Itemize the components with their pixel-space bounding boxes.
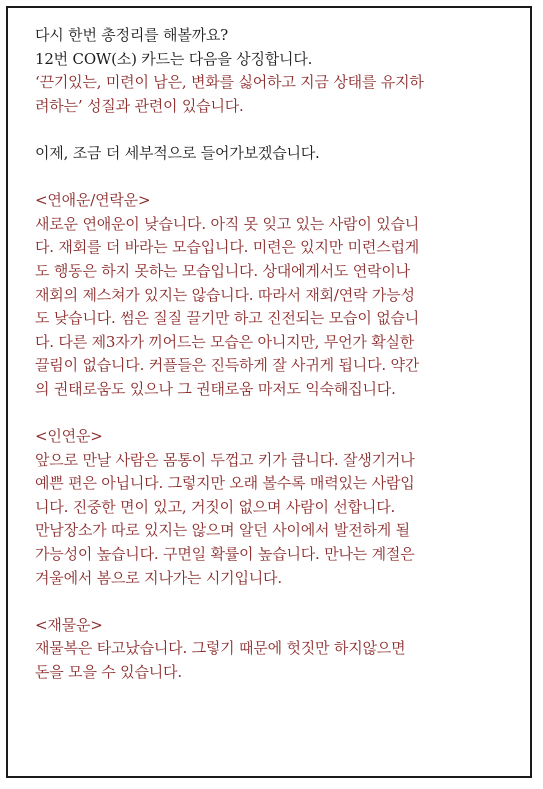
intro-line-3: ‘끈기있는, 미련이 남은, 변화를 싫어하고 지금 상태를 유지하 bbox=[35, 73, 424, 92]
love-heading: <연애운/연락운> bbox=[35, 191, 151, 210]
relationship-line: 겨울에서 봄으로 지나가는 시기입니다. bbox=[35, 568, 282, 587]
card-frame bbox=[6, 6, 532, 778]
relationship-heading: <인연운> bbox=[35, 427, 103, 446]
love-line: 도 행동은 하지 못하는 모습입니다. 상대에게서도 연락이나 bbox=[35, 261, 410, 280]
love-line: 재회의 제스쳐가 있지는 않습니다. 따라서 재회/연락 가능성 bbox=[35, 285, 415, 304]
intro-line-1: 다시 한번 총정리를 해볼까요? bbox=[35, 26, 229, 44]
love-line: 끌림이 없습니다. 커플들은 진득하게 잘 사귀게 됩니다. 약간 bbox=[35, 356, 420, 375]
love-line: 도 낮습니다. 썸은 질질 끌기만 하고 진전되는 모습이 없습니 bbox=[35, 309, 420, 328]
spacer bbox=[35, 590, 513, 614]
relationship-line: 예쁜 편은 아닙니다. 그렇지만 오래 볼수록 매력있는 사람입 bbox=[35, 474, 415, 493]
relationship-line: 가능성이 높습니다. 구면일 확률이 높습니다. 만나는 계절은 bbox=[35, 545, 415, 564]
intro-line-4: 려하는’ 성질과 관련이 있습니다. bbox=[35, 96, 244, 115]
love-line: 의 권태로움도 있으나 그 권태로움 마저도 익숙해집니다. bbox=[35, 379, 396, 398]
wealth-line: 돈을 모을 수 있습니다. bbox=[35, 663, 182, 682]
relationship-line: 앞으로 만날 사람은 몸통이 두껍고 키가 큽니다. 잘생기거나 bbox=[35, 450, 415, 469]
spacer bbox=[35, 118, 513, 142]
document-body bbox=[35, 24, 513, 685]
relationship-line: 니다. 진중한 면이 있고, 거짓이 없으며 사람이 선합니다. bbox=[35, 497, 396, 516]
love-line: 새로운 연애운이 낮습니다. 아직 못 잊고 있는 사람이 있습니 bbox=[35, 214, 420, 233]
spacer bbox=[35, 402, 513, 426]
love-line: 다. 다른 제3자가 끼어드는 모습은 아니지만, 무언가 확실한 bbox=[35, 332, 415, 351]
relationship-section bbox=[35, 425, 513, 590]
wealth-line: 재물복은 타고났습니다. 그렇기 때문에 헛짓만 하지않으면 bbox=[35, 639, 406, 658]
intro-line-2: 12번 COW(소) 카드는 다음을 상징합니다. bbox=[35, 49, 313, 68]
love-line: 다. 재회를 더 바라는 모습입니다. 미련은 있지만 미련스럽게 bbox=[35, 238, 420, 257]
love-section bbox=[35, 189, 513, 401]
wealth-section bbox=[35, 614, 513, 685]
intro-line-5: 이제, 조금 더 세부적으로 들어가보겠습니다. bbox=[35, 143, 320, 162]
spacer bbox=[35, 166, 513, 190]
wealth-heading: <재물운> bbox=[35, 615, 103, 634]
relationship-line: 만남장소가 따로 있지는 않으며 알던 사이에서 발전하게 될 bbox=[35, 521, 410, 540]
